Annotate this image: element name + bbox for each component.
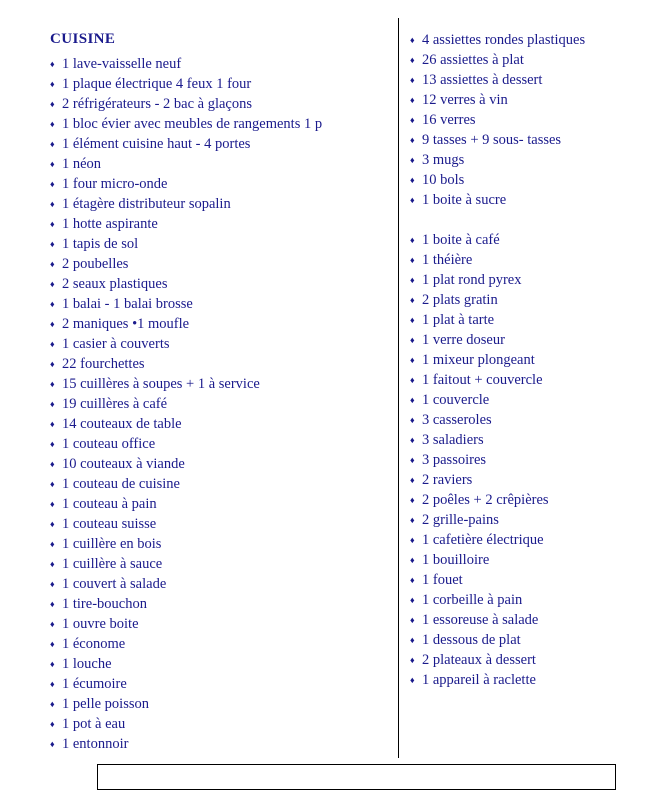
list-item: ♦ 2 grille-pains [410,510,660,530]
list-item: ♦ 19 cuillères à café [50,394,398,414]
list-item: ♦ 1 mixeur plongeant [410,350,660,370]
list-spacer [410,210,660,230]
footer-empty-box [97,764,616,790]
list-item: ♦ 3 saladiers [410,430,660,450]
list-item: ♦ 1 couteau de cuisine [50,474,398,494]
list-item: ♦ 1 couteau à pain [50,494,398,514]
list-item: ♦ 2 maniques •1 moufle [50,314,398,334]
list-item: ♦ 1 pelle poisson [50,694,398,714]
list-item: ♦ 1 boite à sucre [410,190,660,210]
list-item: ♦ 10 bols [410,170,660,190]
list-item: ♦ 1 théière [410,250,660,270]
list-item: ♦ 4 assiettes rondes plastiques [410,30,660,50]
list-item: ♦ 22 fourchettes [50,354,398,374]
list-item: ♦ 2 plats gratin [410,290,660,310]
list-item: ♦ 1 ouvre boite [50,614,398,634]
list-item: ♦ 16 verres [410,110,660,130]
list-item: ♦ 2 raviers [410,470,660,490]
list-item: ♦ 1 lave-vaisselle neuf [50,54,398,74]
list-item: ♦ 13 assiettes à dessert [410,70,660,90]
list-item: ♦ 12 verres à vin [410,90,660,110]
list-item: ♦ 1 élément cuisine haut - 4 portes [50,134,398,154]
list-item: ♦ 1 hotte aspirante [50,214,398,234]
list-item: ♦ 1 casier à couverts [50,334,398,354]
page-title: CUISINE [50,31,116,47]
list-item: ♦ 26 assiettes à plat [410,50,660,70]
list-item: ♦ 1 fouet [410,570,660,590]
list-item: ♦ 1 plat à tarte [410,310,660,330]
right-item-list [410,30,660,690]
list-item: ♦ 10 couteaux à viande [50,454,398,474]
list-item: ♦ 1 corbeille à pain [410,590,660,610]
right-column [398,0,660,754]
list-item: ♦ 1 couteau suisse [50,514,398,534]
list-item: ♦ 1 couvert à salade [50,574,398,594]
list-item: ♦ 1 cuillère en bois [50,534,398,554]
list-item: ♦ 3 passoires [410,450,660,470]
list-item: ♦ 15 cuillères à soupes + 1 à service [50,374,398,394]
list-item: ♦ 1 plat rond pyrex [410,270,660,290]
list-item: ♦ 1 cafetière électrique [410,530,660,550]
list-item: ♦ 1 écumoire [50,674,398,694]
list-item: ♦ 1 plaque électrique 4 feux 1 four [50,74,398,94]
list-item: ♦ 1 balai - 1 balai brosse [50,294,398,314]
list-item: ♦ 1 entonnoir [50,734,398,754]
list-item: ♦ 1 tapis de sol [50,234,398,254]
list-item: ♦ 1 cuillère à sauce [50,554,398,574]
list-item: ♦ 1 bouilloire [410,550,660,570]
list-item: ♦ 1 bloc évier avec meubles de rangements 1 p [50,114,398,134]
list-item: ♦ 2 plateaux à dessert [410,650,660,670]
list-item: ♦ 1 boite à café [410,230,660,250]
list-item: ♦ 1 couvercle [410,390,660,410]
list-item: ♦ 1 four micro-onde [50,174,398,194]
list-item: ♦ 2 poêles + 2 crêpières [410,490,660,510]
list-item: ♦ 2 poubelles [50,254,398,274]
list-item: ♦ 1 couteau office [50,434,398,454]
left-item-list [50,54,398,754]
list-item: ♦ 2 seaux plastiques [50,274,398,294]
list-item: ♦ 3 casseroles [410,410,660,430]
list-item: ♦ 14 couteaux de table [50,414,398,434]
list-item: ♦ 1 essoreuse à salade [410,610,660,630]
list-item: ♦ 1 appareil à raclette [410,670,660,690]
list-item: ♦ 9 tasses + 9 sous- tasses [410,130,660,150]
list-item: ♦ 2 réfrigérateurs - 2 bac à glaçons [50,94,398,114]
list-item: ♦ 1 étagère distributeur sopalin [50,194,398,214]
list-item: ♦ 1 louche [50,654,398,674]
list-item: ♦ 1 verre doseur [410,330,660,350]
list-item: ♦ 1 néon [50,154,398,174]
list-item: ♦ 1 économe [50,634,398,654]
list-item: ♦ 1 pot à eau [50,714,398,734]
list-item: ♦ 1 dessous de plat [410,630,660,650]
list-item: ♦ 1 faitout + couvercle [410,370,660,390]
list-item: ♦ 3 mugs [410,150,660,170]
list-item: ♦ 1 tire-bouchon [50,594,398,614]
